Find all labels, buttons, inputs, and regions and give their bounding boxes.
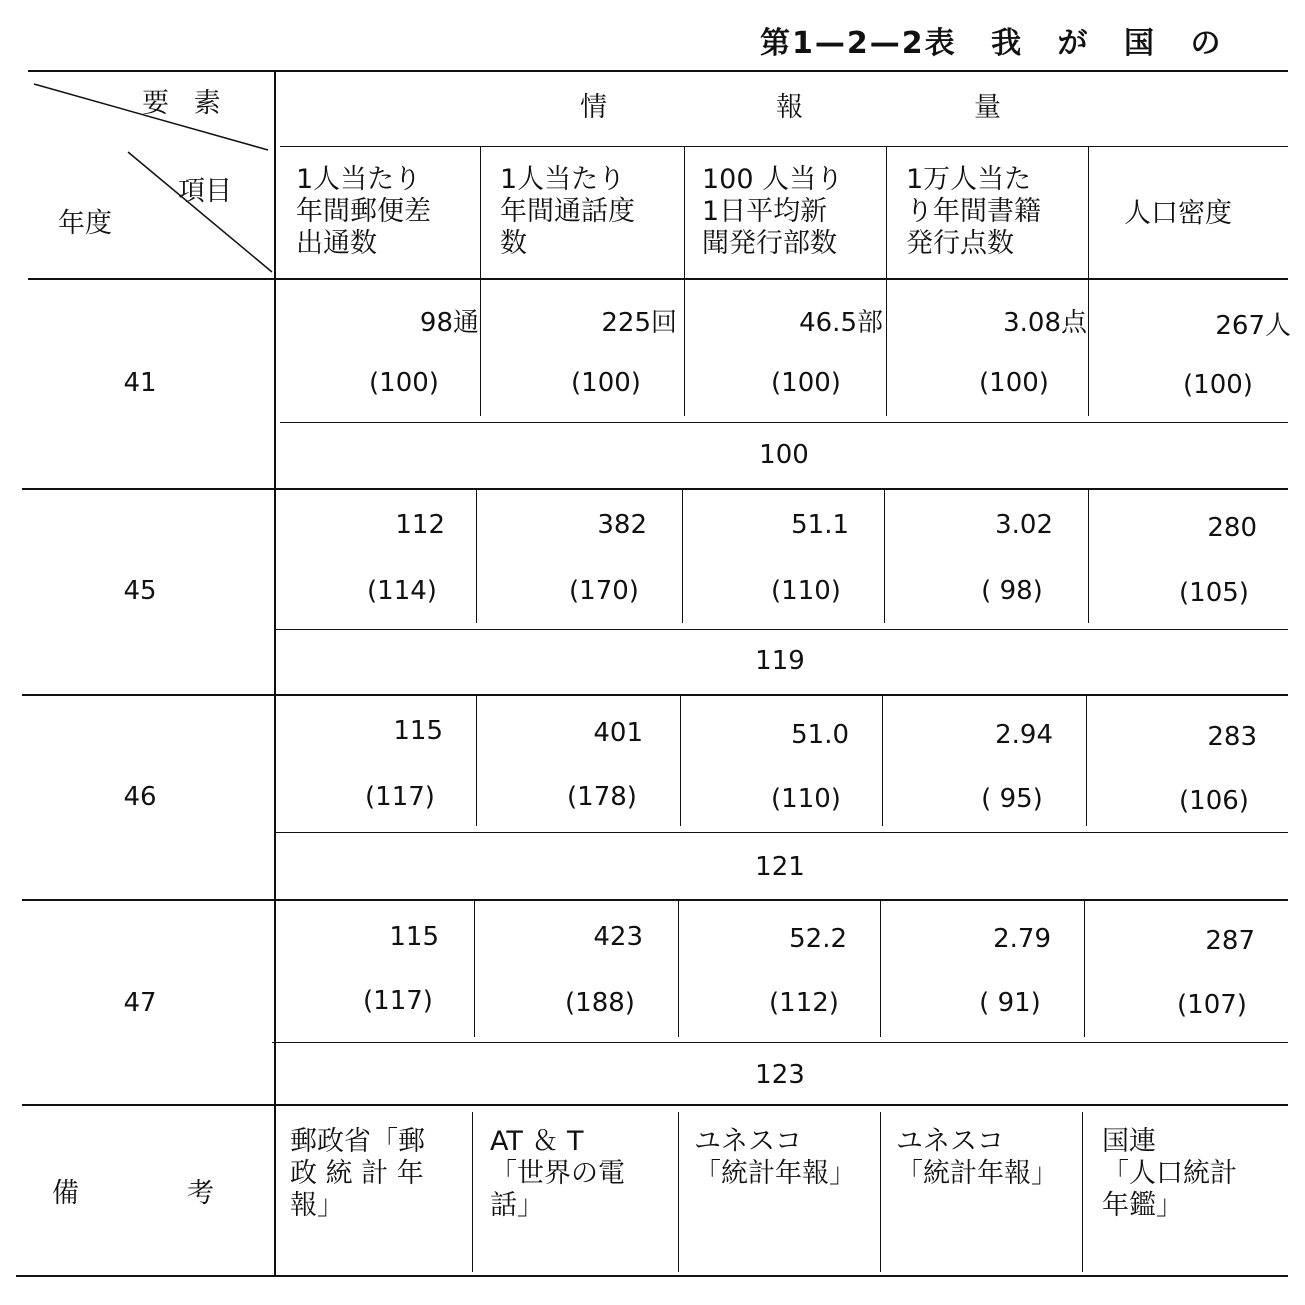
cell-value: 2.94 — [995, 720, 1053, 750]
cell-index: (188) — [565, 988, 635, 1018]
rule-row3-bottom — [22, 899, 1288, 901]
corner-label-year: 年度 — [58, 208, 112, 239]
col-header-density — [1124, 198, 1232, 230]
rule-v-r3-4 — [1086, 696, 1087, 826]
cell-index: (100) — [1183, 370, 1253, 400]
cell-index: ( 95) — [981, 784, 1043, 814]
rule-total-3 — [276, 832, 1288, 833]
cell-index: (107) — [1177, 990, 1247, 1020]
cell-index: (170) — [569, 576, 639, 606]
title-part: 我 — [991, 26, 1024, 61]
cell-value: 283 — [1207, 722, 1257, 752]
header-group-char: 情 — [580, 92, 607, 123]
rule-header-bottom — [28, 278, 1288, 280]
cell-value: 115 — [393, 716, 443, 746]
col-header-calls — [500, 164, 635, 260]
rule-v-r2-2 — [682, 490, 683, 623]
rule-v-r2-1 — [476, 490, 477, 623]
cell-value: 280 — [1207, 513, 1257, 543]
table-title — [760, 18, 1222, 62]
cell-index: (117) — [365, 782, 435, 812]
rule-v-r4-3 — [880, 901, 881, 1037]
rule-v-rm-4 — [1082, 1112, 1083, 1272]
col-header-line: 100 人当り — [702, 164, 844, 195]
rule-v-rm-2 — [678, 1112, 679, 1272]
cell-value: 267人 — [1215, 311, 1291, 341]
rule-v-r4-4 — [1084, 901, 1085, 1037]
col-header-line: 年間通話度 — [500, 196, 635, 227]
remarks-label: 備 考 — [52, 1178, 214, 1209]
rule-v-r2-3 — [884, 490, 885, 623]
title-part: の — [1190, 26, 1223, 61]
row-year: 45 — [123, 576, 157, 606]
rule-vh-4 — [1088, 146, 1089, 278]
rule-vh-2 — [684, 146, 685, 278]
title-part: が — [1057, 26, 1090, 61]
cell-index: (100) — [571, 368, 641, 398]
row-year: 41 — [123, 368, 157, 398]
col-header-line: 人口密度 — [1124, 198, 1232, 229]
cell-value: 51.0 — [791, 720, 849, 750]
cell-value: 3.08点 — [1003, 308, 1087, 338]
title-part: 国 — [1123, 26, 1156, 61]
col-header-line: 1人当たり — [500, 164, 626, 195]
rule-v-r3-1 — [476, 696, 477, 826]
corner-label-elements: 要 素 — [142, 88, 229, 119]
cell-value: 401 — [593, 718, 643, 748]
cell-value: 2.79 — [993, 924, 1051, 954]
remarks-source: ユネスコ 「統計年報」 — [694, 1126, 856, 1189]
rule-row2-bottom — [22, 694, 1288, 696]
row-total: 123 — [755, 1060, 805, 1090]
col-header-mail — [296, 164, 431, 260]
cell-index: (110) — [771, 784, 841, 814]
cell-index: (112) — [769, 988, 839, 1018]
rule-vh-1 — [480, 146, 481, 278]
col-header-books — [906, 164, 1041, 260]
rule-bottom — [16, 1275, 1288, 1277]
cell-index: (106) — [1179, 786, 1249, 816]
cell-value: 52.2 — [789, 924, 847, 954]
col-header-newspapers — [702, 164, 843, 260]
col-header-line: 1万人当た — [906, 164, 1032, 195]
col-header-line: 数 — [500, 228, 527, 259]
cell-index: (100) — [771, 368, 841, 398]
col-header-line: 出通数 — [296, 228, 377, 259]
row-total: 121 — [755, 852, 805, 882]
rule-header-group — [280, 146, 1288, 147]
col-header-line: 発行点数 — [906, 228, 1014, 259]
remarks-source: 国連 「人口統計 年鑑」 — [1102, 1126, 1237, 1221]
cell-value: 3.02 — [995, 510, 1053, 540]
rule-v-rm-1 — [472, 1112, 473, 1272]
rule-vh-3 — [886, 146, 887, 278]
cell-index: (110) — [771, 576, 841, 606]
cell-value: 46.5部 — [799, 308, 883, 338]
rule-v-r1-4 — [1088, 280, 1089, 416]
col-header-line: 1日平均新 — [702, 196, 828, 227]
row-year: 47 — [123, 988, 157, 1018]
rule-v-rm-3 — [880, 1112, 881, 1272]
rule-row1-bottom — [22, 488, 1288, 490]
col-header-line: り年間書籍 — [906, 196, 1041, 227]
cell-value: 225回 — [601, 308, 677, 338]
rule-total-2 — [276, 629, 1288, 630]
remarks-source: 郵政省「郵 政 統 計 年 報」 — [290, 1126, 425, 1221]
cell-index: (100) — [979, 368, 1049, 398]
title-part: 第1—2—2表 — [760, 26, 957, 61]
cell-value: 115 — [389, 922, 439, 952]
rule-v-r3-2 — [680, 696, 681, 826]
row-year: 46 — [123, 782, 157, 812]
cell-index: (100) — [369, 368, 439, 398]
col-header-line: 聞発行部数 — [702, 228, 837, 259]
rule-row4-bottom — [22, 1104, 1288, 1106]
remarks-source: ユネスコ 「統計年報」 — [896, 1126, 1058, 1189]
cell-index: (105) — [1179, 578, 1249, 608]
corner-label-item: 項目 — [178, 176, 232, 207]
cell-index: (178) — [567, 782, 637, 812]
cell-index: ( 91) — [979, 988, 1041, 1018]
cell-value: 98通 — [419, 308, 479, 338]
cell-index: (114) — [367, 576, 437, 606]
cell-value: 423 — [593, 922, 643, 952]
cell-value: 287 — [1205, 926, 1255, 956]
remarks-source: AT ＆ T 「世界の電 話」 — [490, 1126, 625, 1221]
header-group-char: 報 — [776, 92, 803, 123]
rule-v-r4-1 — [474, 901, 475, 1037]
row-total: 100 — [759, 440, 809, 470]
cell-index: (117) — [363, 986, 433, 1016]
rule-v-r4-2 — [678, 901, 679, 1037]
rule-v-r1-1 — [480, 280, 481, 416]
rule-total-1 — [280, 422, 1288, 423]
rule-v-r1-2 — [684, 280, 685, 416]
rule-v-r2-4 — [1088, 490, 1089, 623]
cell-value: 51.1 — [791, 510, 849, 540]
col-header-line: 年間郵便差 — [296, 196, 431, 227]
rule-v-r1-3 — [886, 280, 887, 416]
row-total: 119 — [755, 646, 805, 676]
cell-index: ( 98) — [981, 576, 1043, 606]
cell-value: 382 — [597, 510, 647, 540]
rule-total-4 — [272, 1042, 1288, 1043]
cell-value: 112 — [395, 510, 445, 540]
col-header-line: 1人当たり — [296, 164, 422, 195]
header-group-char: 量 — [974, 92, 1001, 123]
rule-v-r3-3 — [882, 696, 883, 826]
